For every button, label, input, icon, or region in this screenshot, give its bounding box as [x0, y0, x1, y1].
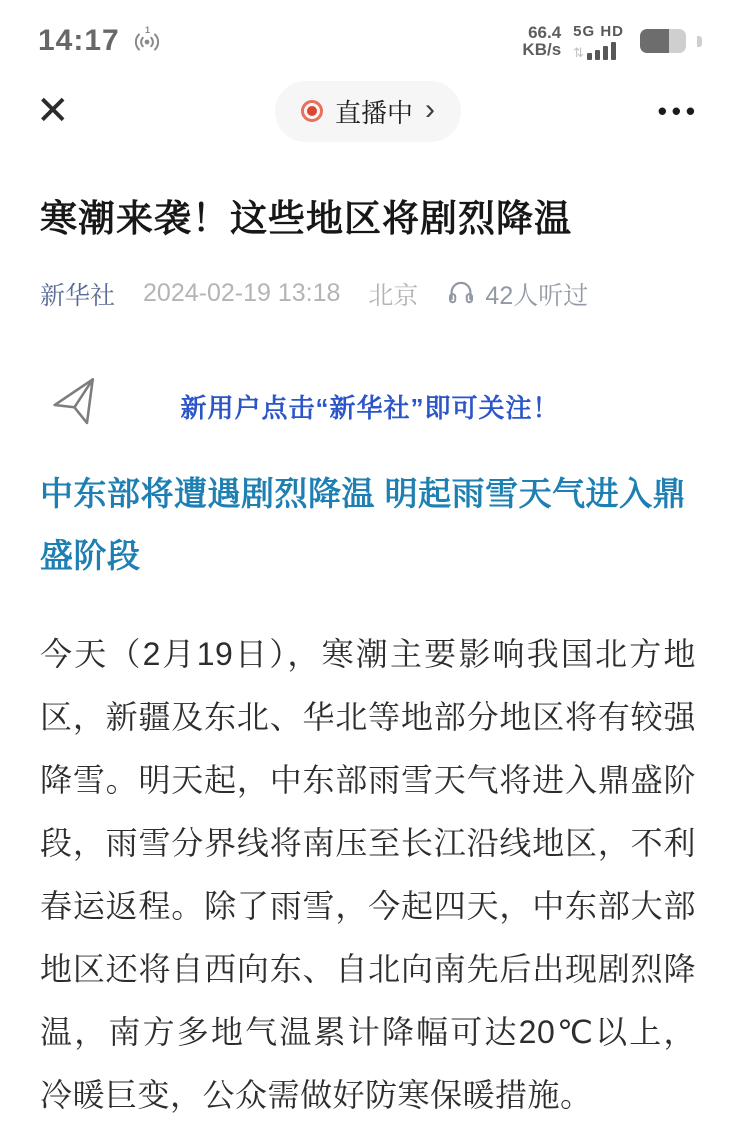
status-bar [0, 0, 736, 72]
follow-notice-text: 新用户点击“新华社”即可关注！ [180, 392, 560, 423]
publish-datetime: 2024-02-19 13:18 [143, 279, 341, 308]
data-transfer-icon: ⇅ [573, 44, 585, 60]
paper-plane-icon [48, 376, 104, 437]
battery-icon [640, 29, 686, 53]
live-status-pill[interactable] [275, 81, 461, 142]
follow-notice-row [40, 376, 696, 437]
network-speed-value: 66.4 [528, 23, 562, 42]
article-title: 寒潮来袭！这些地区将剧烈降温 [40, 198, 572, 239]
chevron-right-icon: › [425, 93, 436, 126]
more-menu-button[interactable]: ••• [657, 95, 700, 126]
status-time: 14:17 [38, 24, 120, 57]
close-button[interactable]: ✕ [36, 89, 70, 133]
network-type-label: 5G HD [573, 22, 624, 40]
source-link[interactable]: 新华社 [40, 281, 116, 310]
network-speed-unit: KB/s [522, 40, 562, 59]
battery-nub [697, 36, 702, 47]
article-subheading: 中东部将遭遇剧烈降温 明起雨雪天气进入鼎盛阶段 [40, 474, 687, 574]
article-body: 今天（2月19日），寒潮主要影响我国北方地区，新疆及东北、华北等地部分地区将有较强降雪。明天起，中东部雨雪天气将进入鼎盛阶段，雨雪分界线将南压至长江沿线地区，不利春运返程。除了雨雪，今起四天，中东部大部地区还将自西向东、自北向南先后出现剧烈降温，南方多地气温累计降幅可达20℃以上，冷暖巨变，公众需做好防寒保暖措施。 [40, 635, 696, 1113]
nav-bar [0, 72, 736, 150]
publish-location: 北京 [368, 281, 419, 310]
live-dot-icon [301, 100, 323, 122]
network-speed [522, 24, 561, 58]
article-meta [40, 276, 696, 312]
live-label: 直播中 [334, 97, 414, 128]
headphones-icon [446, 276, 476, 311]
svg-text:1: 1 [144, 24, 150, 35]
signal-bars-icon [573, 42, 616, 60]
listen-count: 42人听过 [485, 281, 589, 310]
article-content [0, 150, 736, 1127]
volte-broadcast-icon [132, 24, 162, 59]
audio-listen-control[interactable] [446, 276, 588, 312]
